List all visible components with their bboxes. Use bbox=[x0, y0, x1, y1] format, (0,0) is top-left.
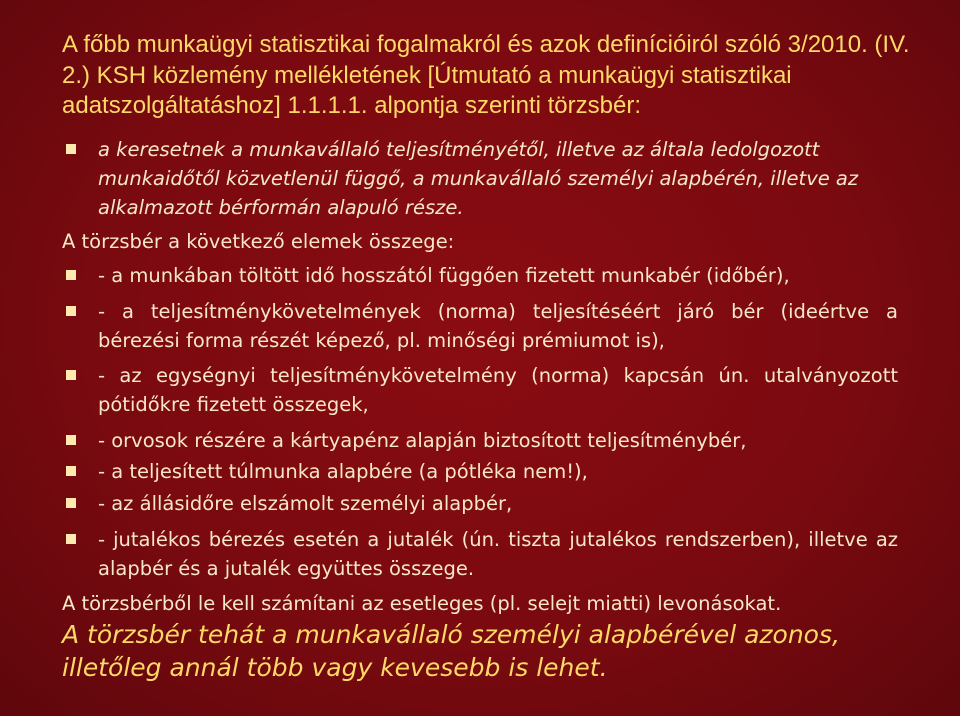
list-item: - a teljesítménykövetelmények (norma) teljesítéséért járó bér (ideértve a bérezési forma részét képező, pl. minőségi prémiumot is), bbox=[98, 300, 898, 352]
bullet-square-icon bbox=[66, 370, 76, 380]
bullet-square-icon bbox=[66, 306, 76, 316]
list-item: - az egységnyi teljesítménykövetelmény (norma) kapcsán ún. utalványozott pótidőkre fizetett összegek, bbox=[98, 364, 898, 416]
deduction-text: A törzsbérből le kell számítani az esetleges (pl. selejt miatti) levonásokat. bbox=[62, 592, 782, 615]
list-item: - jutalékos bérezés esetén a jutalék (ún. tiszta jutalékos rendszerben), illetve az alapbér és a jutalék együttes összege. bbox=[98, 528, 898, 580]
list-item: - az állásidőre elszámolt személyi alapbér, bbox=[98, 492, 513, 515]
list-item: - orvosok részére a kártyapénz alapján biztosított teljesítménybér, bbox=[98, 429, 747, 452]
list-item: - a teljesített túlmunka alapbére (a pótléka nem!), bbox=[98, 460, 588, 483]
bullet-square-icon bbox=[66, 534, 76, 544]
bullet-square-icon bbox=[66, 435, 76, 445]
bullet-square-icon bbox=[66, 270, 76, 280]
bullet-square-icon bbox=[66, 466, 76, 476]
conclusion-text: A törzsbér tehát a munkavállaló személyi alapbérével azonos, illetőleg annál több vagy kevesebb is lehet. bbox=[62, 620, 840, 682]
bullet-square-icon bbox=[66, 498, 76, 508]
definition-text: a keresetnek a munkavállaló teljesítményétől, illetve az általa ledolgozott munkaidőtől közvetlenül függő, a munkavállaló személyi alapbérén, illetve az alkalmazott bérformán alapuló része. bbox=[98, 138, 859, 219]
bullet-square-icon bbox=[66, 144, 76, 154]
slide-title: A főbb munkaügyi statisztikai fogalmakról és azok definícióiról szóló 3/2010. (IV. 2.) KSH közlemény mellékletének [Útmutató a munkaügyi statisztikai adatszolgáltatáshoz] 1.1.1.1. alpontja szerinti törzsbér: bbox=[62, 31, 910, 119]
intro-text: A törzsbér a következő elemek összege: bbox=[62, 230, 455, 253]
list-item: - a munkában töltött idő hosszától függően fizetett munkabér (időbér), bbox=[98, 264, 790, 287]
